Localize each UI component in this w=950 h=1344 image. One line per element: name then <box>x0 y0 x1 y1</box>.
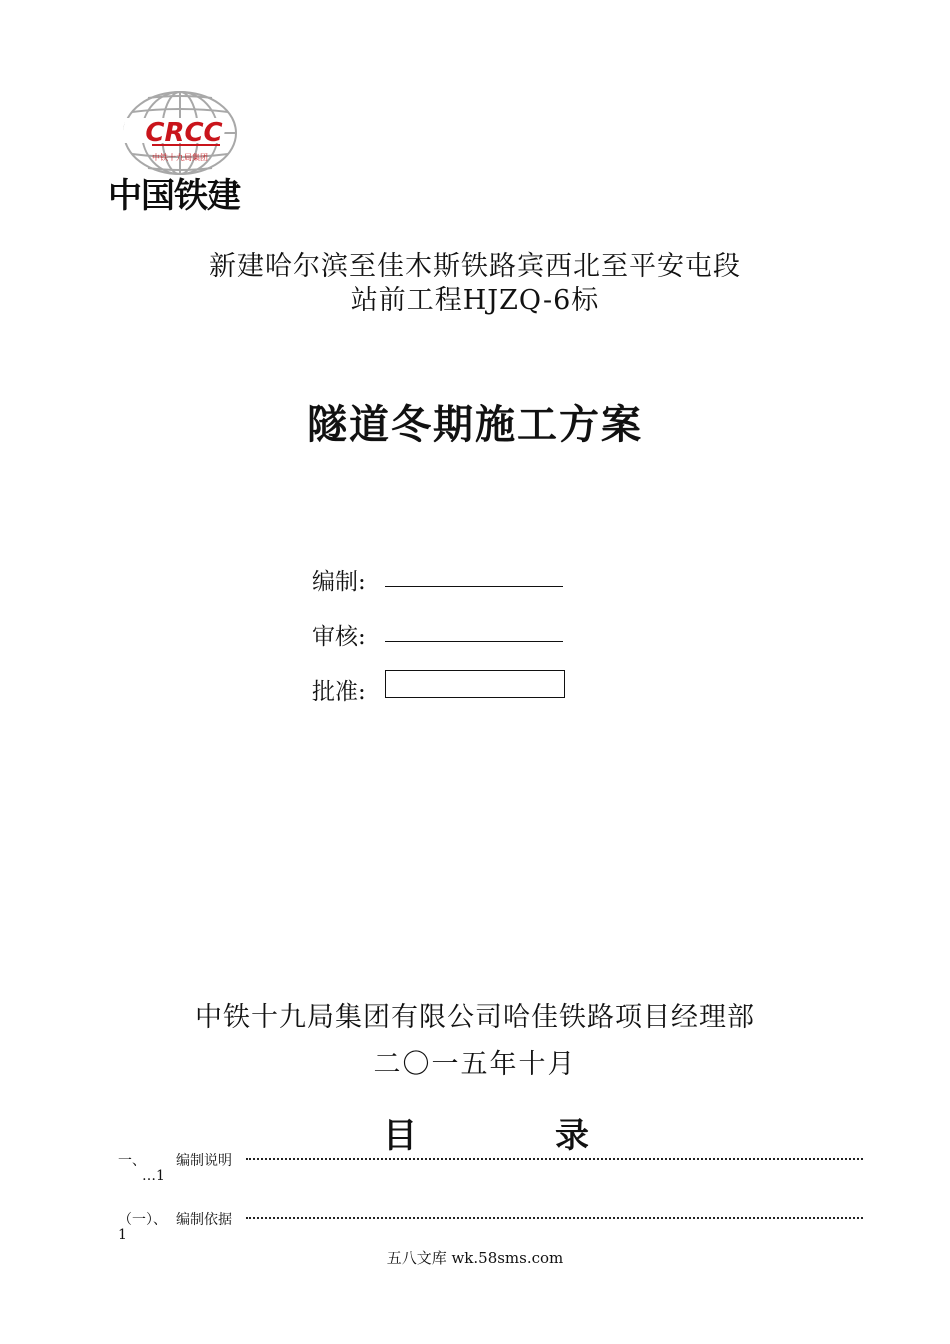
toc-title-right: 录 <box>555 1116 589 1156</box>
toc-entry[interactable] <box>118 1209 863 1227</box>
logo-brand-name: 中国铁建 <box>108 176 240 216</box>
toc-leader-dots <box>246 1158 863 1160</box>
toc-leader-dots <box>246 1217 863 1219</box>
approved-by-label: 批准: <box>312 679 366 705</box>
toc-title-left: 目 <box>383 1116 417 1156</box>
toc-entry-title: 编制依据 <box>176 1212 232 1228</box>
toc-entry-number: 一、 <box>118 1153 146 1169</box>
toc-entry-number: （一）、 <box>118 1212 167 1228</box>
project-line-1: 新建哈尔滨至佳木斯铁路宾西北至平安屯段 <box>209 251 741 282</box>
project-line-2: 站前工程HJZQ-6标 <box>350 285 600 316</box>
reviewed-by-line <box>385 641 563 642</box>
globe-logo-icon <box>108 88 252 178</box>
footer-watermark: 五八文库 wk.58sms.com <box>386 1249 564 1267</box>
document-title: 隧道冬期施工方案 <box>307 401 643 448</box>
issue-date: 二〇一五年十月 <box>373 1049 577 1080</box>
toc-entry-title: 编制说明 <box>176 1153 232 1169</box>
company-name: 中铁十九局集团有限公司哈佳铁路项目经理部 <box>195 1002 755 1033</box>
prepared-by-line <box>385 586 563 587</box>
approved-by-box <box>385 670 565 698</box>
toc-entry-page: …1 <box>142 1168 165 1184</box>
prepared-by-label: 编制: <box>312 569 366 595</box>
reviewed-by-label: 审核: <box>312 624 366 650</box>
logo-mark-text: CRCC <box>145 118 223 148</box>
toc-entry[interactable] <box>118 1150 863 1168</box>
logo-sub-text: 中铁十九局集团 <box>152 153 208 162</box>
toc-entry-page: 1 <box>118 1227 127 1243</box>
